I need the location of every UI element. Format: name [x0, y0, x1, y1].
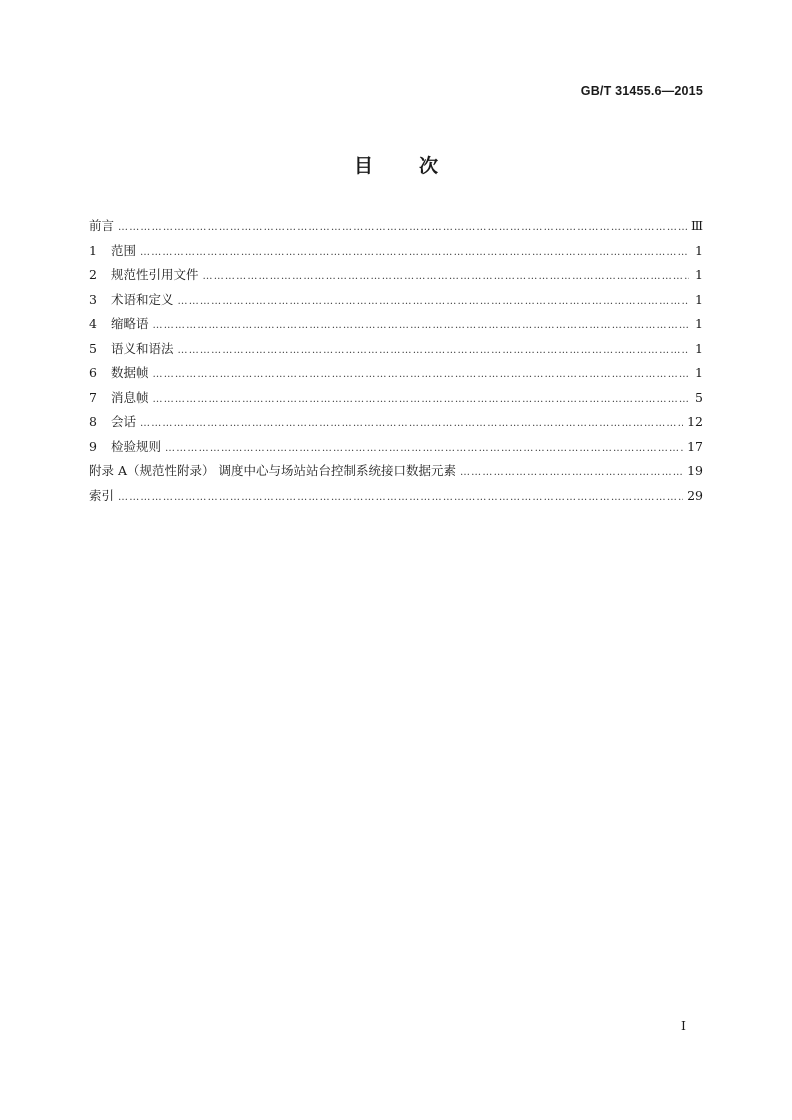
toc-entry[interactable]: [89, 239, 703, 264]
toc-entry[interactable]: [89, 435, 703, 460]
toc-dot-leader: [153, 363, 689, 388]
toc-entry-page: 29: [687, 487, 703, 503]
toc-dot-leader: [153, 388, 689, 413]
toc-entry-number: 6: [89, 365, 97, 380]
toc-entry-page: 1: [695, 365, 703, 380]
toc-entry-number: 7: [89, 389, 97, 405]
toc-entry[interactable]: [89, 288, 703, 313]
toc-dot-leader: [118, 216, 687, 241]
toc-entry[interactable]: [89, 459, 703, 484]
toc-entry-number: 4: [89, 316, 97, 331]
toc-entry-page: 1: [695, 267, 703, 282]
toc-entry-page: 1: [695, 316, 703, 331]
table-of-contents: [89, 214, 703, 508]
toc-entry[interactable]: [89, 361, 703, 386]
toc-dot-leader: [140, 412, 683, 437]
toc-entry-label: 消息帧: [111, 389, 149, 405]
toc-entry-label: 范围: [111, 242, 137, 258]
toc-entry-page: Ⅲ: [690, 218, 703, 233]
toc-entry[interactable]: [89, 263, 703, 288]
toc-entry-number: 8: [89, 414, 97, 429]
toc-dot-leader: [165, 437, 683, 462]
toc-entry[interactable]: [89, 386, 703, 411]
page-number: Ⅰ: [681, 1018, 686, 1033]
toc-entry-page: 19: [687, 463, 703, 478]
toc-entry-number: 3: [89, 291, 97, 307]
toc-dot-leader: [140, 241, 689, 266]
toc-dot-leader: [460, 461, 683, 486]
toc-entry-page: 12: [687, 414, 703, 429]
toc-dot-leader: [178, 339, 689, 364]
toc-entry-page: 1: [695, 340, 703, 356]
toc-entry-page: 1: [695, 291, 703, 307]
toc-entry-page: 5: [695, 389, 703, 405]
toc-entry-page: 17: [687, 438, 703, 454]
toc-entry-label: 规范性引用文件: [111, 267, 199, 282]
toc-entry[interactable]: [89, 312, 703, 337]
toc-dot-leader: [178, 290, 689, 315]
toc-entry-label: 检验规则: [111, 438, 162, 454]
toc-entry-number: 2: [89, 267, 97, 282]
toc-entry[interactable]: [89, 484, 703, 509]
toc-entry[interactable]: [89, 410, 703, 435]
standard-code: GB/T 31455.6—2015: [580, 84, 703, 98]
toc-entry-number: 1: [89, 242, 97, 258]
toc-entry[interactable]: [89, 337, 703, 362]
toc-entry-label: 前言: [89, 218, 115, 233]
toc-entry-label: 附录 A（规范性附录） 调度中心与场站站台控制系统接口数据元素: [89, 463, 456, 478]
toc-entry-number: 5: [89, 340, 97, 356]
toc-entry-label: 语义和语法: [111, 340, 174, 356]
toc-entry-label: 缩略语: [111, 316, 149, 331]
toc-dot-leader: [203, 265, 689, 290]
toc-dot-leader: [118, 486, 683, 511]
toc-entry-number: 9: [89, 438, 97, 454]
toc-dot-leader: [153, 314, 689, 339]
toc-entry-label: 术语和定义: [111, 291, 174, 307]
page-title: 目次: [353, 155, 484, 177]
toc-entry[interactable]: [89, 214, 703, 239]
toc-entry-label: 数据帧: [111, 365, 149, 380]
toc-entry-label: 会话: [111, 414, 137, 429]
toc-entry-page: 1: [695, 242, 703, 258]
toc-entry-label: 索引: [89, 487, 115, 503]
